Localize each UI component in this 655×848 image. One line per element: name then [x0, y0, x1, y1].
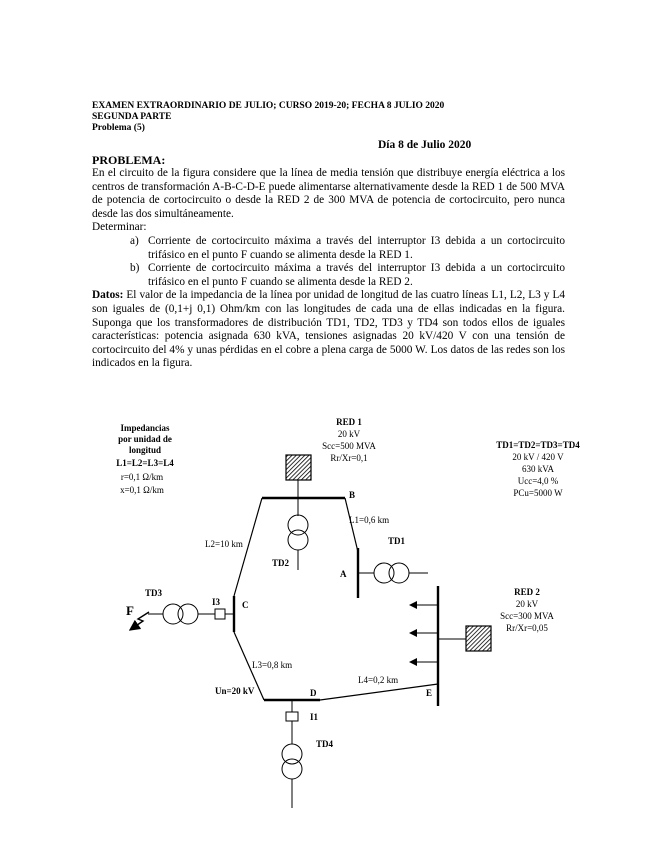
- imp-line-5: r=0,1 Ω/km: [120, 472, 164, 482]
- breaker-I1: [286, 712, 298, 721]
- td-spec-title: TD1=TD2=TD3=TD4: [496, 440, 580, 450]
- node-label-A: A: [340, 569, 347, 579]
- datos-label: Datos:: [92, 289, 124, 302]
- L1-label: L1=0,6 km: [349, 515, 390, 525]
- td-spec-power: 630 kVA: [521, 464, 555, 474]
- td-spec-labels: [496, 440, 580, 498]
- breaker-I3: [215, 609, 225, 619]
- red2-scc: Scc=300 MVA: [500, 611, 554, 621]
- exam-date: Día 8 de Julio 2020: [378, 139, 472, 151]
- imp-line-3: longitud: [128, 445, 162, 455]
- line-L4: [320, 684, 438, 700]
- td4-label: TD4: [316, 739, 334, 749]
- td-spec-voltage: 20 kV / 420 V: [512, 452, 564, 462]
- intro-paragraph: En el circuito de la figura considere que la línea de media tensión que distribuye energía eléctrica a los centros de transformación A-B-C-D-E puede alimentarse alternativamente desde la RED 1 de 500 MVA de potencia de cortocircuito o desde la RED 2 de 300 MVA de potencia de cortocircuito, pero nunca desde las dos simultáneamente.: [92, 167, 565, 220]
- red1-labels: [322, 417, 376, 463]
- L3-label: L3=0,8 km: [252, 660, 293, 670]
- imp-line-1: Impedancias: [120, 423, 170, 433]
- fault-label-F: F: [126, 603, 134, 618]
- td1-winding-2: [389, 563, 409, 583]
- exam-header-line2: SEGUNDA PARTE: [92, 112, 172, 122]
- node-label-E: E: [426, 688, 433, 698]
- imp-line-6: x=0,1 Ω/km: [120, 485, 164, 495]
- red1-scc: Scc=500 MVA: [322, 441, 376, 451]
- exam-header-line1: EXAMEN EXTRAORDINARIO DE JULIO; CURSO 2019-20; FECHA 8 JULIO 2020: [92, 101, 445, 111]
- red1-source-symbol: [286, 455, 311, 480]
- item-label: b): [130, 262, 140, 275]
- node-label-D: D: [310, 688, 317, 698]
- node-label-C: C: [242, 600, 249, 610]
- td3-winding-2: [163, 604, 183, 624]
- td3-label: TD3: [145, 588, 163, 598]
- td3-winding-1: [178, 604, 198, 624]
- red2-ratio: Rr/Xr=0,05: [506, 623, 548, 633]
- item-text: Corriente de cortocircuito máxima a través del interruptor I3 debida a un cortocircuito trifásico en el punto F cuando se alimenta desde la RED 1.: [148, 234, 565, 261]
- impedance-legend: [116, 423, 174, 468]
- td-spec-pcu: PCu=5000 W: [513, 488, 563, 498]
- I3-label: I3: [212, 597, 221, 607]
- red2-voltage: 20 kV: [515, 599, 539, 609]
- td2-label: TD2: [272, 558, 290, 568]
- td1-label: TD1: [388, 536, 406, 546]
- td4-winding-1: [282, 744, 302, 764]
- datos-text: El valor de la impedancia de la línea por unidad de longitud de las cuatro líneas L1, L2, L3 y L4 son iguales de (0,1+j 0,1) Ohm/km con las longitudes de cada una de ellas indicadas en la figura. Suponga que los transformadores de distribución TD1, TD2, TD3 y TD4 son todos ellos de iguales características: potencia asignada 630 kVA, tensiones asignadas 20 kV/420 V con una tensión de cortocircuito del 4% y unas pérdidas en el cobre a plena carga de 5000 W. Los datos de las redes son los indicados en la figura.: [92, 289, 565, 370]
- red2-title: RED 2: [514, 587, 540, 597]
- determinar-label: Determinar:: [92, 221, 147, 234]
- line-L1: [345, 498, 358, 552]
- red1-title: RED 1: [336, 417, 362, 427]
- I1-label: I1: [310, 712, 319, 722]
- exam-header-line3: Problema (5): [92, 123, 145, 133]
- L2-label: L2=10 km: [205, 539, 243, 549]
- td-spec-ucc: Ucc=4,0 %: [517, 476, 559, 486]
- imp-line-2: por unidad de: [118, 434, 172, 444]
- imp-line-4: L1=L2=L3=L4: [116, 458, 174, 468]
- node-label-B: B: [349, 490, 356, 500]
- item-label: a): [130, 234, 139, 247]
- td2-winding-2: [288, 530, 308, 550]
- L4-label: L4=0,2 km: [358, 675, 399, 685]
- item-text: Corriente de cortocircuito máxima a través del interruptor I3 debida a un cortocircuito trifásico en el punto F cuando se alimenta desde la RED 2.: [148, 262, 565, 288]
- td4-winding-2: [282, 759, 302, 779]
- un-label: Un=20 kV: [215, 686, 255, 696]
- red1-ratio: Rr/Xr=0,1: [330, 453, 368, 463]
- td2-winding-1: [288, 515, 308, 535]
- td1-winding-1: [374, 563, 394, 583]
- problem-title: PROBLEMA:: [92, 153, 166, 167]
- red2-labels: [500, 587, 554, 633]
- red1-voltage: 20 kV: [337, 429, 361, 439]
- red2-source-symbol: [466, 626, 491, 651]
